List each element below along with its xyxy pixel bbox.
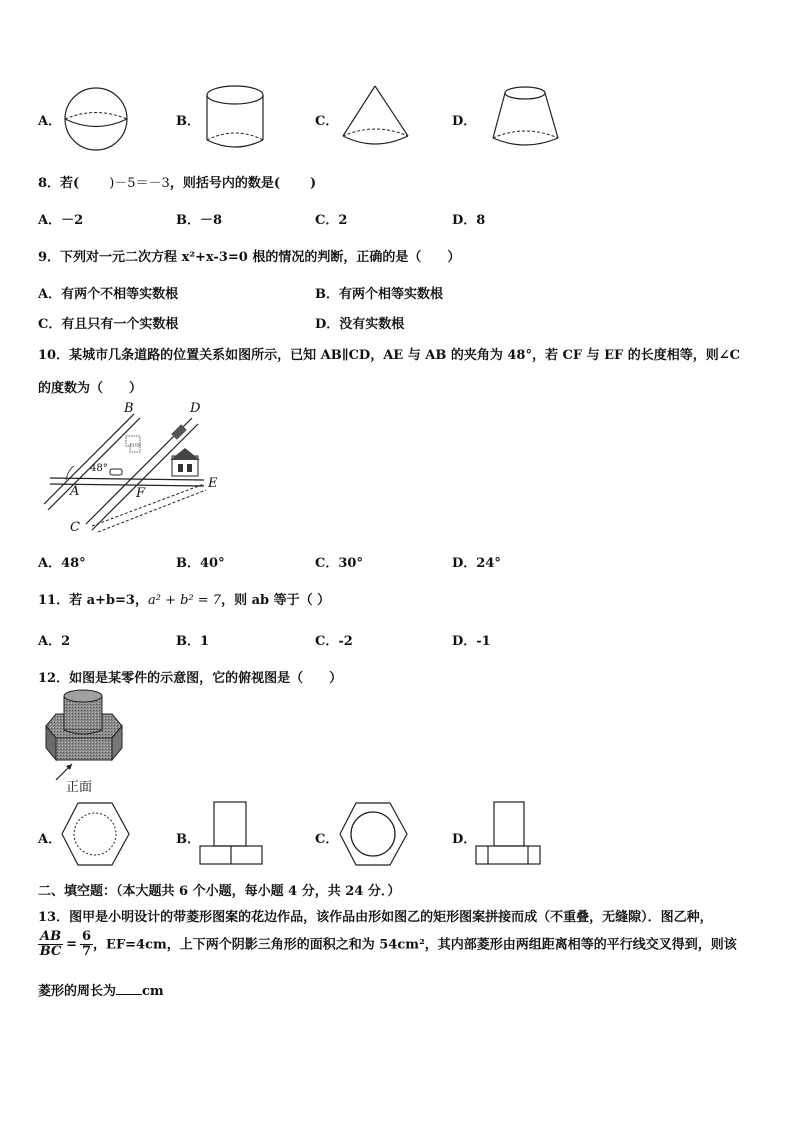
q8-option-b: B．－8: [176, 213, 223, 228]
city-blocks-icon: [126, 424, 187, 452]
hexagon-circle-view: [338, 800, 410, 870]
question-9: 9．下列对一元二次方程 x²+x-3=0 根的情况的判断，正确的是（ ）: [38, 250, 461, 265]
q12-option-d: D．: [452, 832, 477, 847]
answer-blank[interactable]: [116, 994, 142, 995]
q11-option-b: B．1: [176, 634, 210, 649]
front-view-d: [474, 800, 544, 866]
car-icon: [110, 469, 122, 475]
q12-option-b: B．: [176, 832, 200, 847]
question-10-line-1: 10．某城市几条道路的位置关系如图所示，已知 AB∥CD，AE 与 AB 的夹角为 48°，若 CF 与 EF 的长度相等，则∠C: [38, 348, 741, 363]
q7-option-d-letter: D．: [452, 114, 477, 129]
label-f: F: [136, 486, 146, 501]
cylinder-figure: [204, 84, 268, 154]
q9-option-a: A．有两个不相等实数根: [38, 287, 179, 302]
road-diagram: [36, 400, 226, 536]
q9-option-b: B．有两个相等实数根: [315, 287, 443, 302]
q8-option-c: C．2: [315, 213, 348, 228]
q10-option-c: C．30°: [315, 556, 363, 571]
question-8: 8．若( )－5＝－3，则括号内的数是( ): [38, 176, 317, 191]
front-view-b: [198, 800, 264, 866]
hexagon-dashed-circle-view: [60, 800, 132, 870]
question-13-line-3: 菱形的周长为 cm: [38, 984, 164, 999]
label-a: A: [70, 484, 80, 499]
label-b: B: [124, 401, 134, 416]
q10-option-a: A．48°: [38, 556, 86, 571]
question-11: 11．若 a+b=3，a² + b² = 7，则 ab 等于（ ）: [38, 593, 331, 608]
q7-option-b-letter: B．: [176, 114, 200, 129]
label-d: D: [190, 401, 201, 416]
road-ce-top: [92, 484, 204, 526]
question-12: 12．如图是某零件的示意图，它的俯视图是（ ）: [38, 671, 343, 686]
question-13-line-1: 13．图甲是小明设计的带菱形图案的花边作品，该作品由形如图乙的矩形图案拼接而成（不重叠，无缝隙）．图乙种，: [38, 910, 713, 925]
label-angle: 48°: [90, 463, 108, 474]
q11-option-d: D．-1: [452, 634, 491, 649]
q11-option-a: A．2: [38, 634, 71, 649]
question-10-line-2: 的度数为（ ）: [38, 381, 143, 396]
question-13-line-2: $\frac{AB}{BC}$ = $\frac{6}{7}$ ，EF=4cm，上下两个阴影三角形的面积之和为 54cm²，其内部菱形由两组距离相等的平行线交叉得到，则该: [39, 929, 737, 960]
q12-option-a: A．: [38, 832, 62, 847]
section-2-title: 二、填空题：（本大题共 6 个小题，每小题 4 分，共 24 分．）: [38, 884, 401, 899]
q8-option-a: A．－2: [38, 213, 84, 228]
fraction-6-7: $\frac{6}{7}$: [81, 929, 92, 960]
q11-option-c: C．-2: [315, 634, 353, 649]
label-e: E: [208, 476, 218, 491]
q8-option-d: D．8: [452, 213, 486, 228]
q10-option-d: D．24°: [452, 556, 501, 571]
frustum-figure: [490, 84, 562, 154]
q12-option-c: C．: [315, 832, 339, 847]
q10-option-b: B．40°: [176, 556, 225, 571]
sphere-figure: [62, 86, 132, 152]
label-c: C: [70, 520, 80, 535]
fraction-ab-bc: $\frac{AB}{BC}$: [39, 929, 62, 960]
q7-option-c-letter: C．: [315, 114, 339, 129]
cone-figure: [340, 84, 412, 154]
road-ab-left: [44, 414, 134, 504]
q7-option-a-letter: A．: [38, 114, 62, 129]
house-icon: [170, 448, 200, 476]
q9-option-c: C．有且只有一个实数根: [38, 317, 179, 332]
q9-option-d: D．没有实数根: [315, 317, 405, 332]
front-label: 正面: [66, 780, 93, 795]
road-ae-top: [50, 478, 204, 480]
